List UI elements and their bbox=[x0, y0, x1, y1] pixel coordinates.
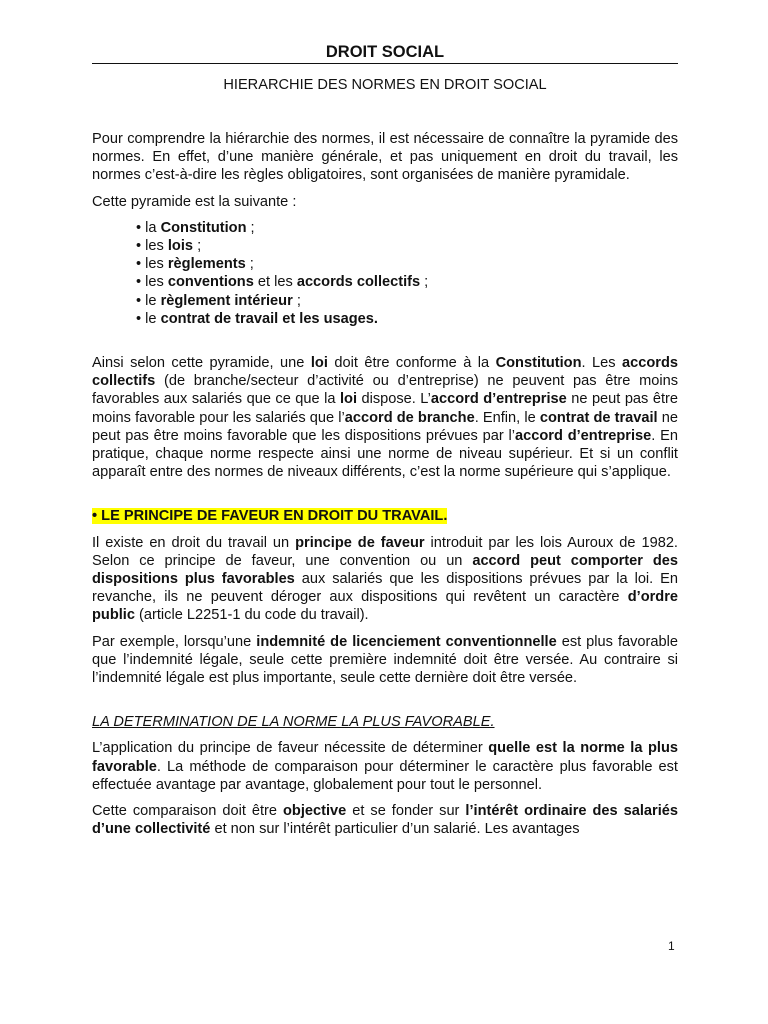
section-heading-principe-faveur bbox=[92, 507, 678, 525]
list-item: • le contrat de travail et les usages. bbox=[136, 310, 378, 327]
list-item: • le règlement intérieur ; bbox=[136, 292, 301, 309]
pyramid-intro-paragraph: Cette pyramide est la suivante : bbox=[92, 193, 297, 210]
norms-pyramid-list bbox=[136, 219, 678, 328]
highlighted-heading-text: • LE PRINCIPE DE FAVEUR EN DROIT DU TRAVAIL. bbox=[92, 508, 448, 525]
document-subtitle: HIERARCHIE DES NORMES EN DROIT SOCIAL bbox=[223, 77, 547, 93]
page-number: 1 bbox=[668, 939, 675, 953]
example-paragraph: Par exemple, lorsqu’une indemnité de licenciement conventionnelle est plus favorable que l’indemnité légale, seule cette première indemnité doit être versée. Au contraire si l’indemnité légale est plus importante, seule cette dernière doit être versée. bbox=[92, 633, 678, 687]
document-title: DROIT SOCIAL bbox=[325, 43, 445, 61]
application-paragraph: L’application du principe de faveur nécessite de déterminer quelle est la norme la plus favorable. La méthode de comparaison pour déterminer le caractère plus favorable est effectuée avantage par avantage, globalement pour tout le personnel. bbox=[92, 740, 678, 793]
list-item: • la Constitution ; bbox=[136, 219, 255, 236]
section-heading-norme-favorable: LA DETERMINATION DE LA NORME LA PLUS FAVORABLE. bbox=[92, 714, 495, 731]
list-item: • les conventions et les accords collectifs ; bbox=[136, 274, 429, 291]
title-underline-rule bbox=[92, 63, 678, 64]
principe-faveur-paragraph: Il existe en droit du travail un principe de faveur introduit par les lois Auroux de 1982. Selon ce principe de faveur, une convention ou un accord peut comporter des dispositions plus favorables aux salariés que les dispositions prévues par la loi. En revanche, ils ne peuvent déroger aux dispositions qui revêtent un caractère d’ordre public (article L2251-1 du code du travail). bbox=[92, 534, 679, 624]
document-body bbox=[92, 130, 678, 847]
intro-paragraph: Pour comprendre la hiérarchie des normes, il est nécessaire de connaître la pyramide des normes. En effet, d’une manière générale, et pas uniquement en droit du travail, les normes c’est-à-dire les règles obligatoires, sont organisées de manière pyramidale. bbox=[92, 131, 678, 184]
comparison-paragraph: Cette comparaison doit être objective et se fonder sur l’intérêt ordinaire des salariés d’une collectivité et non sur l’intérêt particulier d’un salarié. Les avantages bbox=[92, 803, 679, 838]
pyramid-explanation-paragraph: Ainsi selon cette pyramide, une loi doit être conforme à la Constitution. Les accords collectifs (de branche/secteur d’activité ou d’entreprise) ne peuvent pas être moins favorables aux salariés que ce que la loi dispose. L’accord d’entreprise ne peut pas être moins favorable pour les salariés que l’accord de branche. Enfin, le contrat de travail ne peut pas être moins favorable que les dispositions prévues par l’accord d’entreprise. En pratique, chaque norme respecte ainsi une norme de niveau supérieur. Et si un conflit apparaît entre des normes de niveaux différents, c’est la norme supérieure qui s’applique. bbox=[92, 355, 678, 481]
list-item: • les règlements ; bbox=[136, 256, 254, 273]
list-item: • les lois ; bbox=[136, 238, 202, 255]
